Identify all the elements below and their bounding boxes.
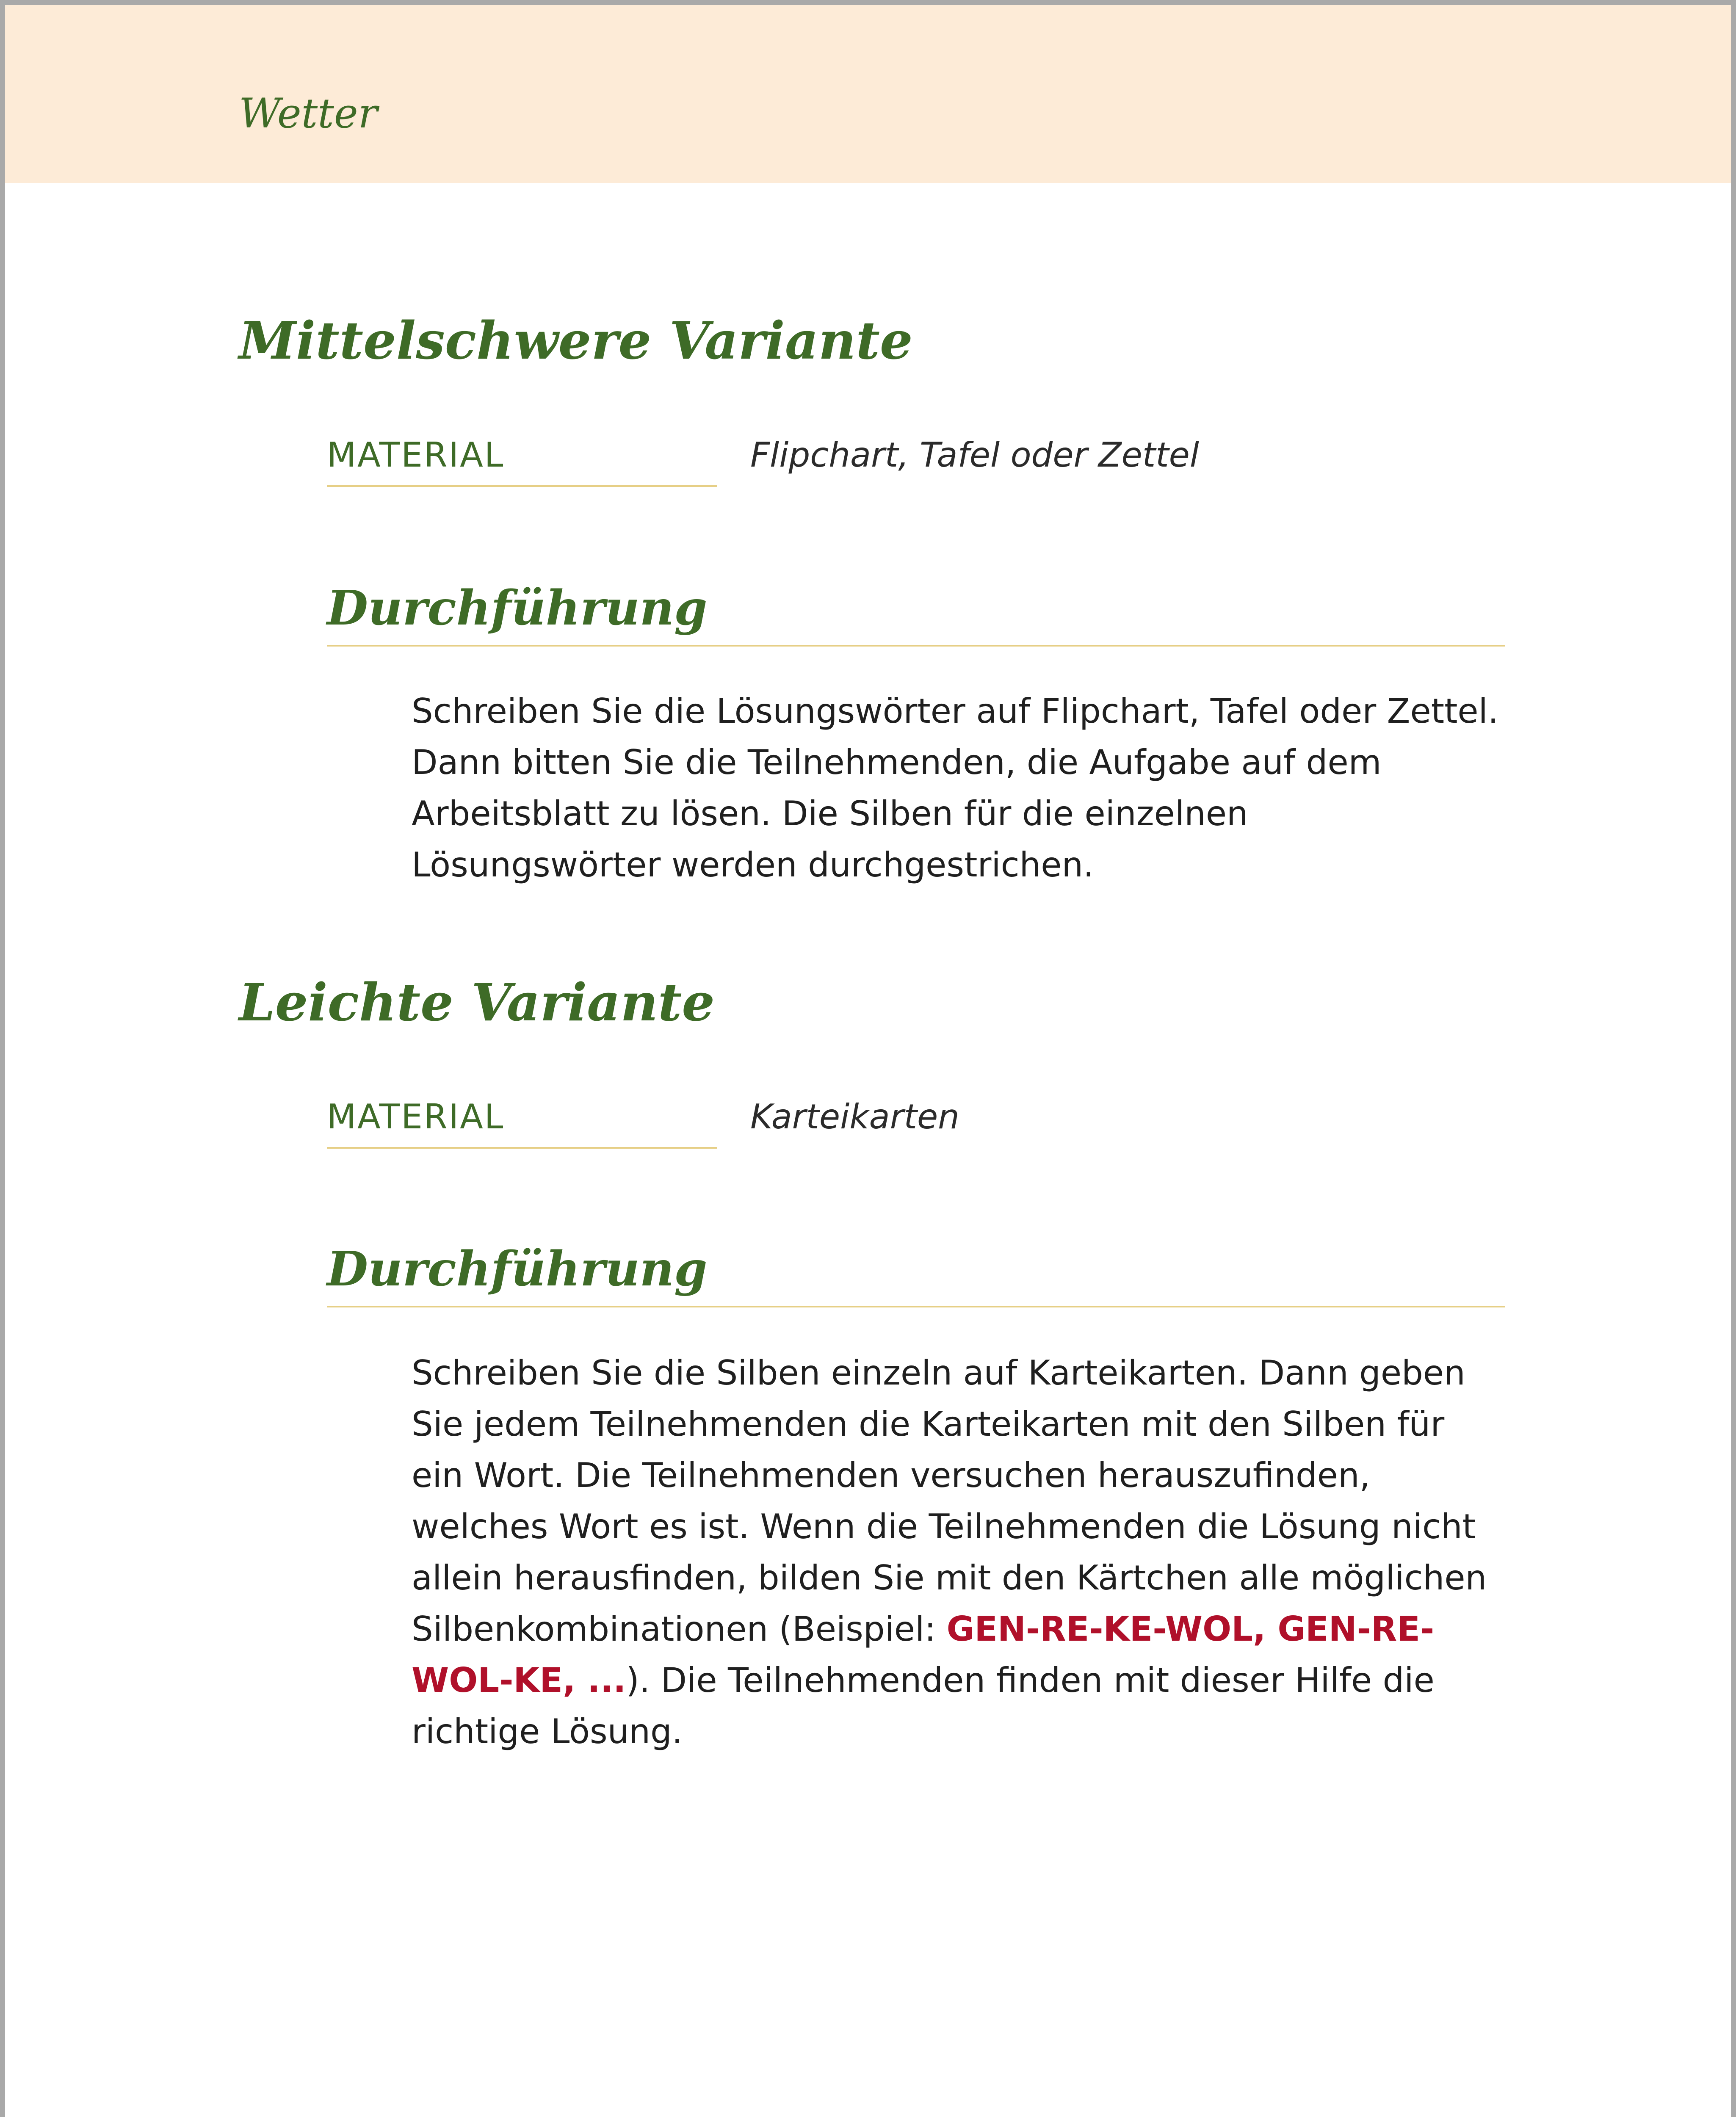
header-band <box>5 5 1731 183</box>
material-label: MATERIAL <box>327 423 717 487</box>
section-title-medium: Mittelschwere Variante <box>239 310 913 371</box>
procedure-text-end: ). Die Teilnehmenden finden mit dieser Hilfe die richtige Lösung. <box>412 1661 1435 1751</box>
procedure-text-start: Schreiben Sie die Silben einzeln auf Karteikarten. Dann geben Sie jedem Teilnehmenden die Karteikarten mit den Silben für ein Wort. Die Teilnehmenden versuchen herauszufinden, welches Wort es ist. Wenn die Teilnehmenden die Lösung nicht allein herausfinden, bilden Sie mit den Kärtchen alle möglichen Silbenkombinationen (Beispiel: <box>412 1353 1487 1649</box>
material-label: MATERIAL <box>327 1085 717 1149</box>
procedure-text <box>412 1347 1500 1757</box>
running-head: Wetter <box>239 90 378 137</box>
material-value: Flipchart, Tafel oder Zettel <box>750 435 1200 475</box>
procedure-heading: Durchführung <box>327 1240 1505 1307</box>
procedure-heading: Durchführung <box>327 579 1505 647</box>
material-value: Karteikarten <box>750 1097 959 1136</box>
syllable-example: GEN-RE-KE-WOL, GEN-RE-WOL-KE, ... <box>412 1609 1435 1700</box>
procedure-text: Schreiben Sie die Lösungswörter auf Flipchart, Tafel oder Zettel. Dann bitten Sie die Teilnehmenden, die Aufgabe auf dem Arbeitsblatt zu lösen. Die Silben für die einzelnen Lösungswörter werden durchgestrichen. <box>412 691 1499 884</box>
section-title-easy: Leichte Variante <box>239 972 715 1033</box>
